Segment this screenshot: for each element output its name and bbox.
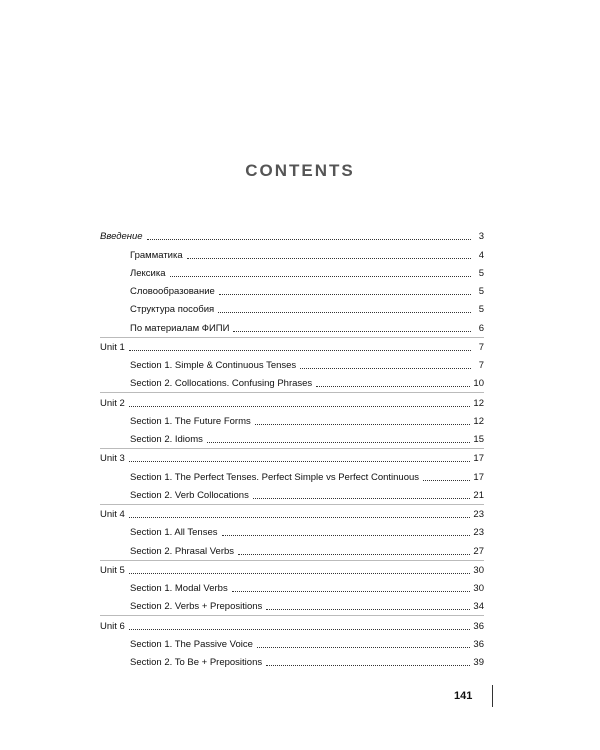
page-title: CONTENTS bbox=[245, 161, 355, 180]
dot-leader bbox=[253, 498, 471, 499]
toc-entry-page: 23 bbox=[473, 509, 484, 520]
toc-entry-page: 12 bbox=[473, 397, 484, 409]
toc-entry-label: Unit 6 bbox=[100, 620, 125, 632]
toc-unit-entry bbox=[100, 392, 484, 411]
toc-entry-page: 4 bbox=[478, 249, 484, 261]
toc-unit-entry bbox=[100, 337, 484, 356]
dot-leader bbox=[238, 554, 470, 555]
dot-leader bbox=[147, 239, 471, 240]
toc-entry-label: Section 1. The Perfect Tenses. Perfect Simple vs Perfect Continuous bbox=[130, 471, 420, 483]
toc-entry bbox=[100, 579, 484, 597]
toc-entry bbox=[100, 467, 484, 485]
dot-leader bbox=[129, 461, 471, 462]
page-number: 141 bbox=[454, 690, 473, 702]
toc-entry-page: 17 bbox=[473, 471, 484, 483]
toc-entry-page: 21 bbox=[473, 489, 484, 501]
toc-entry-label: Unit 2 bbox=[100, 397, 125, 409]
toc-entry-label: Section 1. All Tenses bbox=[130, 527, 218, 539]
toc-entry-page: 12 bbox=[473, 415, 484, 427]
toc-entry-page: 3 bbox=[478, 231, 484, 243]
dot-leader bbox=[423, 480, 470, 481]
toc-entry bbox=[100, 430, 484, 448]
toc-entry bbox=[100, 356, 484, 374]
dot-leader bbox=[218, 312, 471, 313]
toc-entry bbox=[100, 486, 484, 504]
dot-leader bbox=[129, 406, 471, 407]
dot-leader bbox=[266, 665, 470, 666]
toc-unit-entry bbox=[100, 448, 484, 467]
dot-leader bbox=[233, 331, 471, 332]
toc-entry bbox=[100, 653, 484, 671]
toc-entry-label: Section 2. To Be + Prepositions bbox=[130, 657, 263, 668]
toc-entry-label: Unit 1 bbox=[100, 341, 125, 353]
toc-entry-page: 5 bbox=[478, 304, 484, 316]
toc-entry-label: Структура пособия bbox=[130, 304, 215, 316]
dot-leader bbox=[316, 386, 470, 387]
toc-entry-page: 6 bbox=[478, 322, 484, 334]
dot-leader bbox=[219, 294, 471, 295]
toc-entry bbox=[100, 282, 484, 300]
dot-leader bbox=[129, 517, 471, 518]
toc-entry-label: Section 2. Phrasal Verbs bbox=[130, 545, 235, 557]
toc-entry-label: Введение bbox=[100, 231, 143, 243]
toc-entry bbox=[100, 318, 484, 336]
toc-entry bbox=[100, 541, 484, 559]
toc-entry-label: Section 1. Simple & Continuous Tenses bbox=[130, 360, 297, 371]
toc-unit-entry bbox=[100, 560, 484, 579]
toc-entry-label: Unit 5 bbox=[100, 564, 125, 576]
dot-leader bbox=[129, 573, 471, 574]
toc-entry-label: Грамматика bbox=[130, 249, 183, 261]
toc-entry-page: 15 bbox=[473, 434, 484, 445]
toc-entry-label: Section 2. Verb Collocations bbox=[130, 489, 249, 501]
toc-entry bbox=[100, 245, 484, 263]
toc-entry-page: 39 bbox=[473, 657, 484, 668]
toc-entry-label: Лексика bbox=[130, 267, 166, 279]
toc-entry-page: 36 bbox=[473, 638, 484, 650]
toc-entry-label: Unit 4 bbox=[100, 509, 125, 520]
toc-entry-page: 7 bbox=[478, 341, 484, 353]
toc-entry-page: 30 bbox=[473, 583, 484, 594]
toc-entry-page: 27 bbox=[473, 545, 484, 557]
toc-entry-label: Section 1. The Future Forms bbox=[130, 415, 251, 427]
dot-leader bbox=[257, 647, 471, 648]
toc-unit-entry bbox=[100, 227, 484, 245]
table-of-contents bbox=[100, 227, 484, 671]
dot-leader bbox=[207, 442, 471, 443]
dot-leader bbox=[255, 424, 471, 425]
toc-entry bbox=[100, 523, 484, 541]
page-number-rule bbox=[492, 685, 493, 707]
dot-leader bbox=[129, 350, 471, 351]
dot-leader bbox=[232, 591, 471, 592]
dot-leader bbox=[170, 276, 472, 277]
dot-leader bbox=[266, 609, 470, 610]
toc-entry-page: 30 bbox=[473, 564, 484, 576]
dot-leader bbox=[300, 368, 471, 369]
toc-entry bbox=[100, 635, 484, 653]
toc-entry-page: 7 bbox=[478, 360, 484, 371]
toc-entry-page: 34 bbox=[473, 601, 484, 613]
toc-entry-page: 10 bbox=[473, 378, 484, 390]
toc-entry-page: 5 bbox=[478, 286, 484, 297]
toc-unit-entry bbox=[100, 615, 484, 634]
toc-entry-label: Section 1. Modal Verbs bbox=[130, 583, 228, 594]
toc-entry-label: Словообразование bbox=[130, 286, 215, 297]
toc-entry bbox=[100, 264, 484, 282]
toc-entry-page: 5 bbox=[478, 267, 484, 279]
toc-entry-label: Section 2. Verbs + Prepositions bbox=[130, 601, 263, 613]
toc-entry-page: 36 bbox=[473, 620, 484, 632]
toc-entry bbox=[100, 597, 484, 615]
toc-entry-page: 17 bbox=[473, 453, 484, 465]
toc-entry bbox=[100, 412, 484, 430]
toc-entry bbox=[100, 374, 484, 392]
toc-entry-page: 23 bbox=[473, 527, 484, 539]
toc-entry-label: Unit 3 bbox=[100, 453, 125, 465]
toc-entry bbox=[100, 300, 484, 318]
toc-entry-label: Section 2. Collocations. Confusing Phrases bbox=[130, 378, 313, 390]
toc-unit-entry bbox=[100, 504, 484, 523]
toc-entry-label: Section 1. The Passive Voice bbox=[130, 638, 253, 650]
toc-entry-label: По материалам ФИПИ bbox=[130, 322, 230, 334]
dot-leader bbox=[129, 629, 471, 630]
toc-entry-label: Section 2. Idioms bbox=[130, 434, 203, 445]
dot-leader bbox=[222, 535, 471, 536]
dot-leader bbox=[187, 258, 471, 259]
